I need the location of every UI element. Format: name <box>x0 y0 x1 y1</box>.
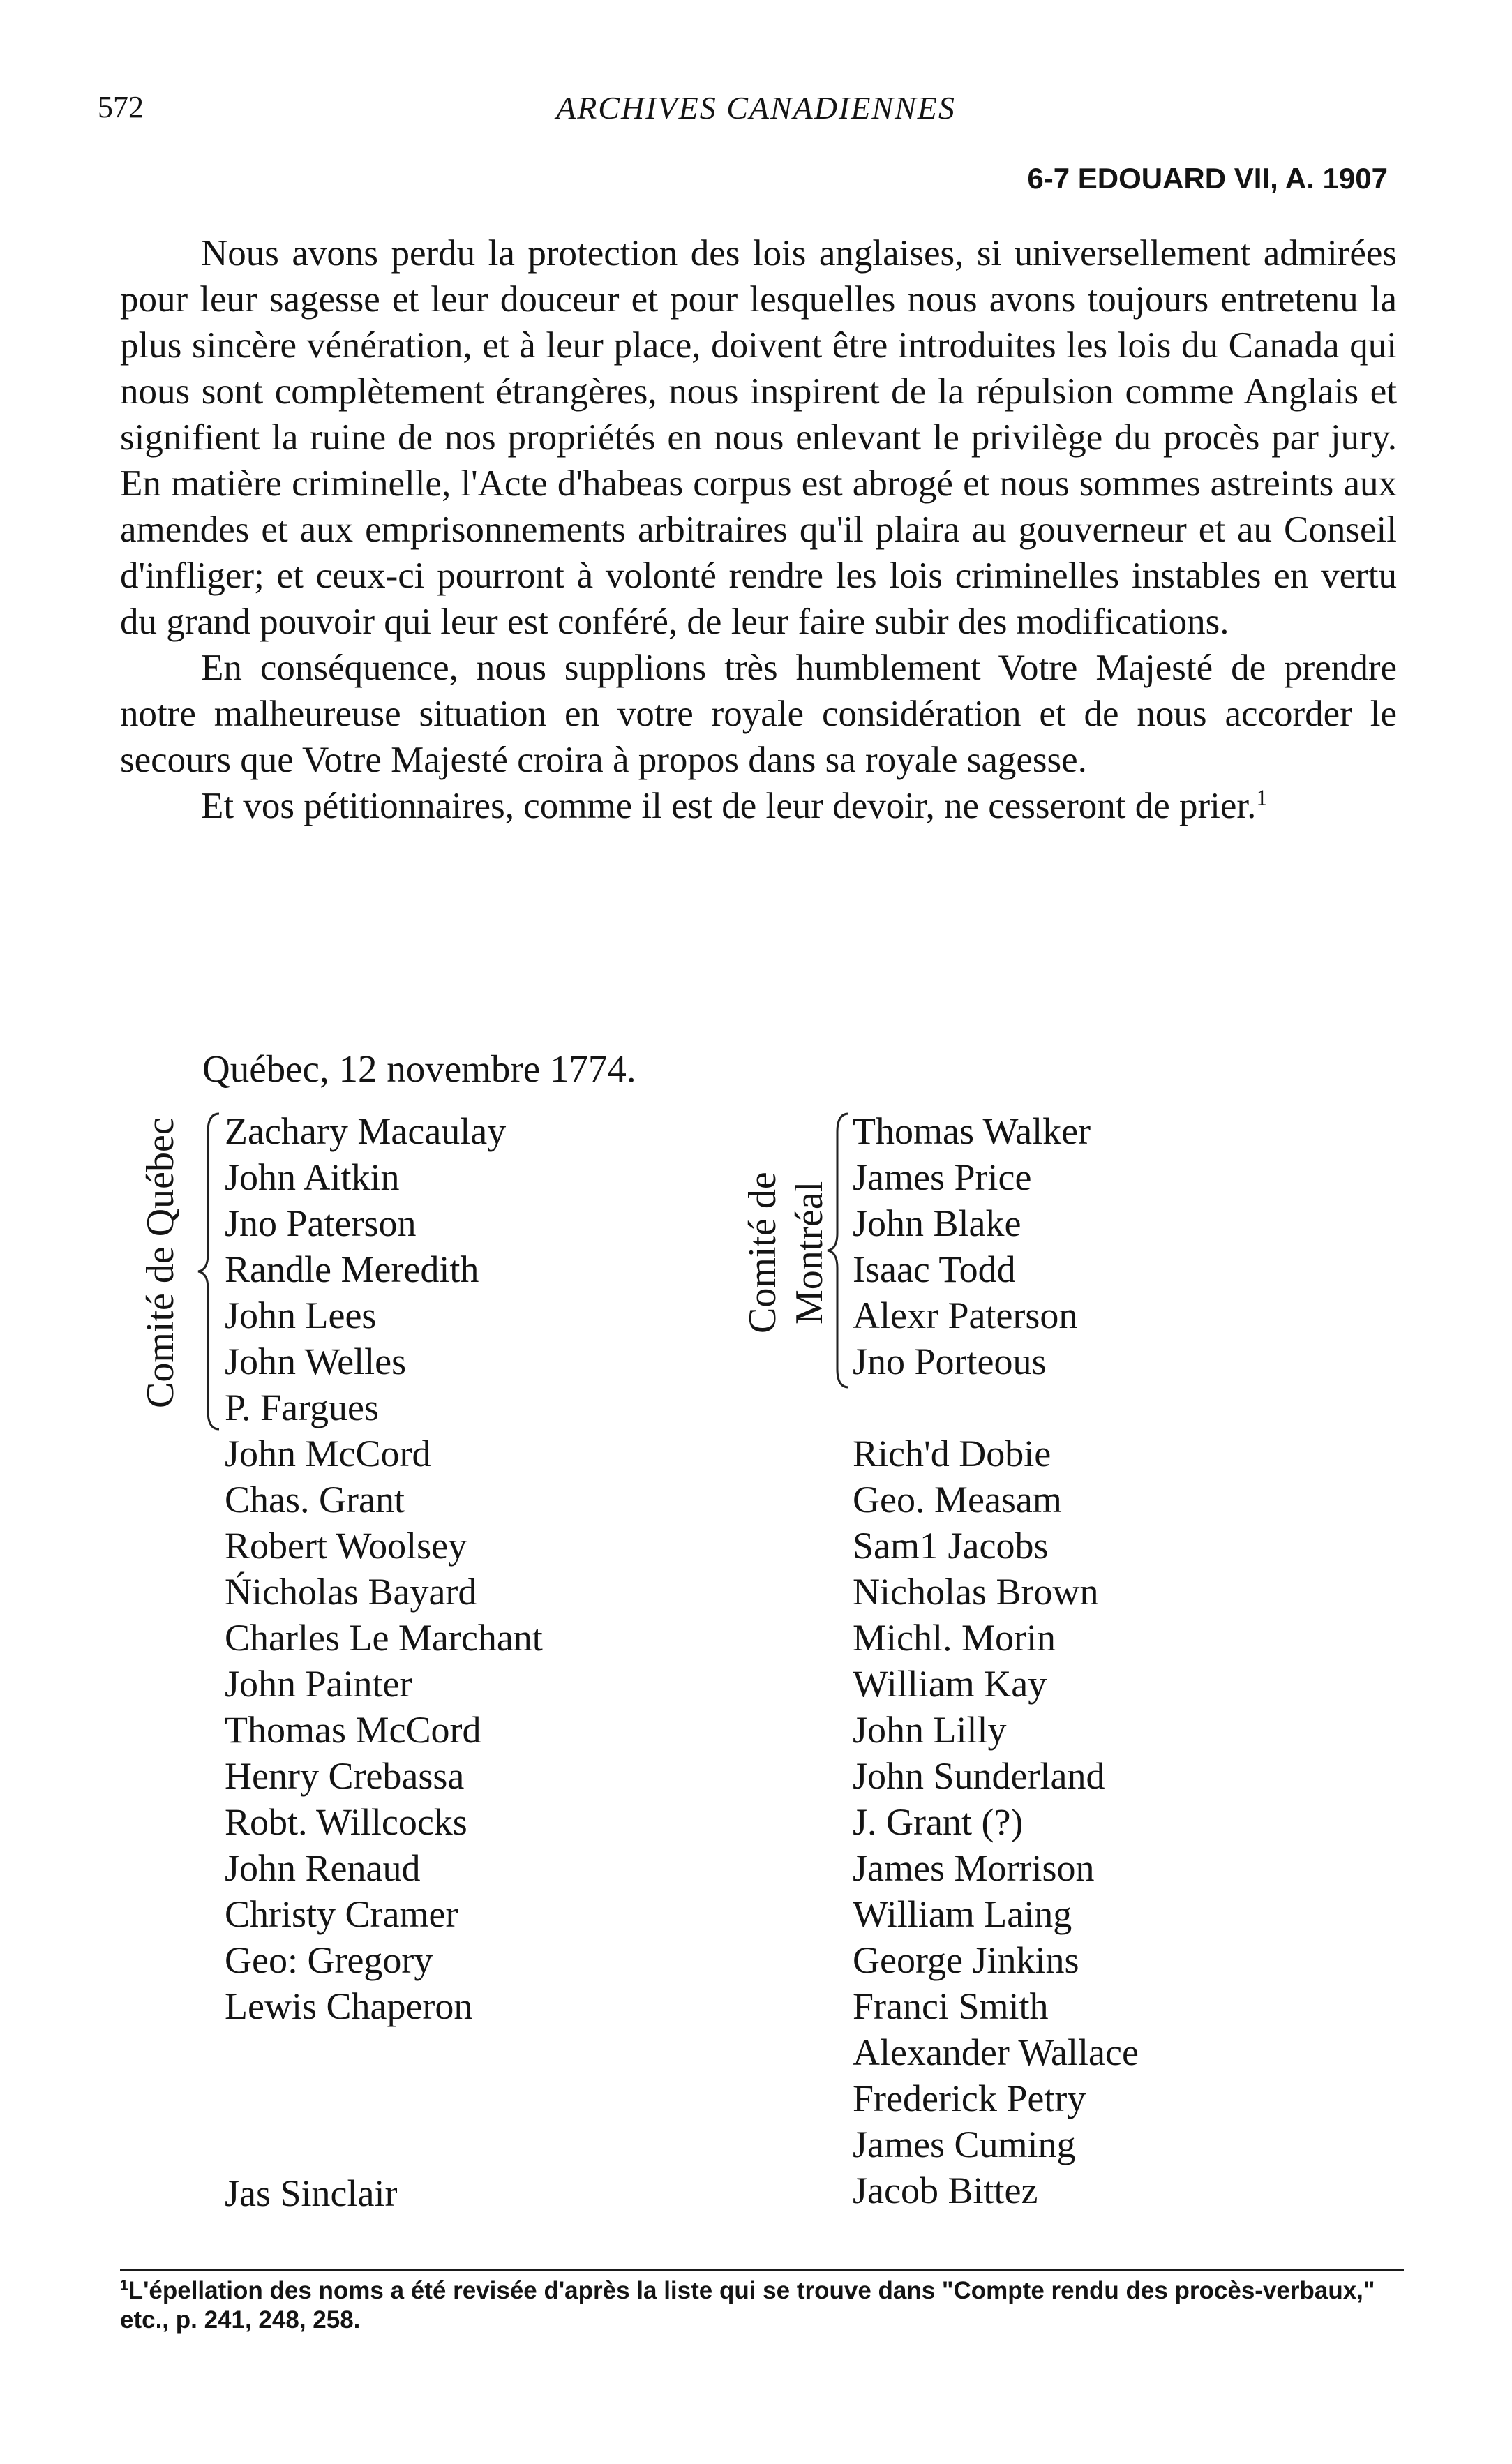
signatory: John Renaud <box>225 1847 421 1889</box>
footnote-marker: 1 <box>120 2277 128 2294</box>
page-number: 572 <box>98 90 144 124</box>
signatory: James Morrison <box>853 1847 1095 1889</box>
session-label: 6-7 EDOUARD VII, A. 1907 <box>1027 162 1388 195</box>
signatory: Jacob Bittez <box>853 2170 1038 2211</box>
signatory: Franci Smith <box>853 1985 1049 2027</box>
quebec-brace <box>195 1111 223 1432</box>
signatory: Alexr Paterson <box>853 1294 1078 1336</box>
signatory: Charles Le Marchant <box>225 1617 543 1659</box>
signatory: George Jinkins <box>853 1939 1079 1981</box>
signatory: Robt. Willcocks <box>225 1801 467 1843</box>
footnote-ref: 1 <box>1256 785 1268 810</box>
paragraph <box>120 645 1397 783</box>
signatory: Geo. Measam <box>853 1479 1062 1521</box>
right-signature-column <box>853 1108 1139 2213</box>
signatory: John Painter <box>225 1663 412 1705</box>
paragraph <box>120 783 1397 829</box>
signatory: Nicholas Brown <box>853 1571 1099 1613</box>
signatory: J. Grant (?) <box>853 1801 1024 1843</box>
signatory: Jno Paterson <box>225 1202 417 1244</box>
signatory: Henry Crebassa <box>225 1755 465 1797</box>
montreal-committee-label-1: Comité de <box>741 1172 784 1334</box>
signatory: Robert Woolsey <box>225 1525 467 1567</box>
signatory: P. Fargues <box>225 1387 380 1428</box>
signatory: Alexander Wallace <box>853 2031 1139 2073</box>
signatory: John Sunderland <box>853 1755 1105 1797</box>
footnote-text: L'épellation des noms a été revisée d'après la liste qui se trouve dans "Compte rendu des procès-verbaux," etc., p. 241, 248, 258. <box>120 2277 1375 2334</box>
footnote-rule <box>120 2269 1404 2271</box>
signatory: Lewis Chaperon <box>225 1985 473 2027</box>
paragraph-text: Et vos pétitionnaires, comme il est de leur devoir, ne cesseront de prier. <box>201 786 1257 826</box>
signatory: William Laing <box>853 1893 1072 1935</box>
signatory: William Kay <box>853 1663 1047 1705</box>
signatory: John Lilly <box>853 1709 1007 1751</box>
signatory: John Welles <box>225 1341 407 1382</box>
signatory: James Cuming <box>853 2123 1076 2165</box>
left-signature-column <box>225 1108 543 2029</box>
signatory: Zachary Macaulay <box>225 1110 507 1152</box>
signatory: Sam1 Jacobs <box>853 1525 1049 1567</box>
signatory: Michl. Morin <box>853 1617 1056 1659</box>
signatory: John McCord <box>225 1433 431 1474</box>
signatory: Jas Sinclair <box>225 2172 398 2214</box>
signatory: Frederick Petry <box>853 2077 1086 2119</box>
montreal-committee-label-2: Montréal <box>788 1181 831 1324</box>
signatory: John Lees <box>225 1294 377 1336</box>
petition-body <box>120 230 1397 829</box>
date-line: Québec, 12 novembre 1774. <box>202 1047 636 1090</box>
signatory: Thomas McCord <box>225 1709 481 1751</box>
signatory: Chas. Grant <box>225 1479 405 1521</box>
signatory: Christy Cramer <box>225 1893 458 1935</box>
signatory: Randle Meredith <box>225 1248 479 1290</box>
signatory: Thomas Walker <box>853 1110 1091 1152</box>
paragraph-text: En conséquence, nous supplions très humblement Votre Majesté de prendre notre malheureuse situation en votre royale considération et de nous accorder le secours que Votre Majesté croira à propos dans sa royale sagesse. <box>120 648 1397 780</box>
running-title: ARCHIVES CANADIENNES <box>556 90 956 126</box>
signatory: Rich'd Dobie <box>853 1433 1051 1474</box>
signatory: James Price <box>853 1156 1032 1198</box>
paragraph: Nous avons perdu la protection des lois anglaises, si universellement admirées pour leur sagesse et leur douceur et pour lesquelles nous avons toujours entretenu la plus sincère vénération, et à leur place, doivent être introduites les lois du Canada qui nous sont complètement étrangères, nous inspirent de la répulsion comme Anglais et signifient la ruine de nos propriétés en nous enlevant le privilège du procès par jury. En matière criminelle, l'Acte d'habeas corpus est abrogé et nous sommes astreints aux amendes et aux emprisonnements arbitraires qu'il plaira au gouverneur et au Conseil d'infliger; et ceux-ci pourront à volonté rendre les lois criminelles instables en vertu du grand pouvoir qui leur est conféré, de leur faire subir des modifications. <box>120 233 1397 642</box>
signatory: John Aitkin <box>225 1156 400 1198</box>
signatory: John Blake <box>853 1202 1021 1244</box>
signatory: Isaac Todd <box>853 1248 1016 1290</box>
signatory: Ńicholas Bayard <box>225 1571 477 1613</box>
signatory: Jno Porteous <box>853 1341 1047 1382</box>
signatory: Geo: Gregory <box>225 1939 433 1981</box>
footnote <box>120 2276 1404 2335</box>
montreal-brace <box>825 1111 853 1390</box>
quebec-committee-label: Comité de Québec <box>139 1117 182 1409</box>
